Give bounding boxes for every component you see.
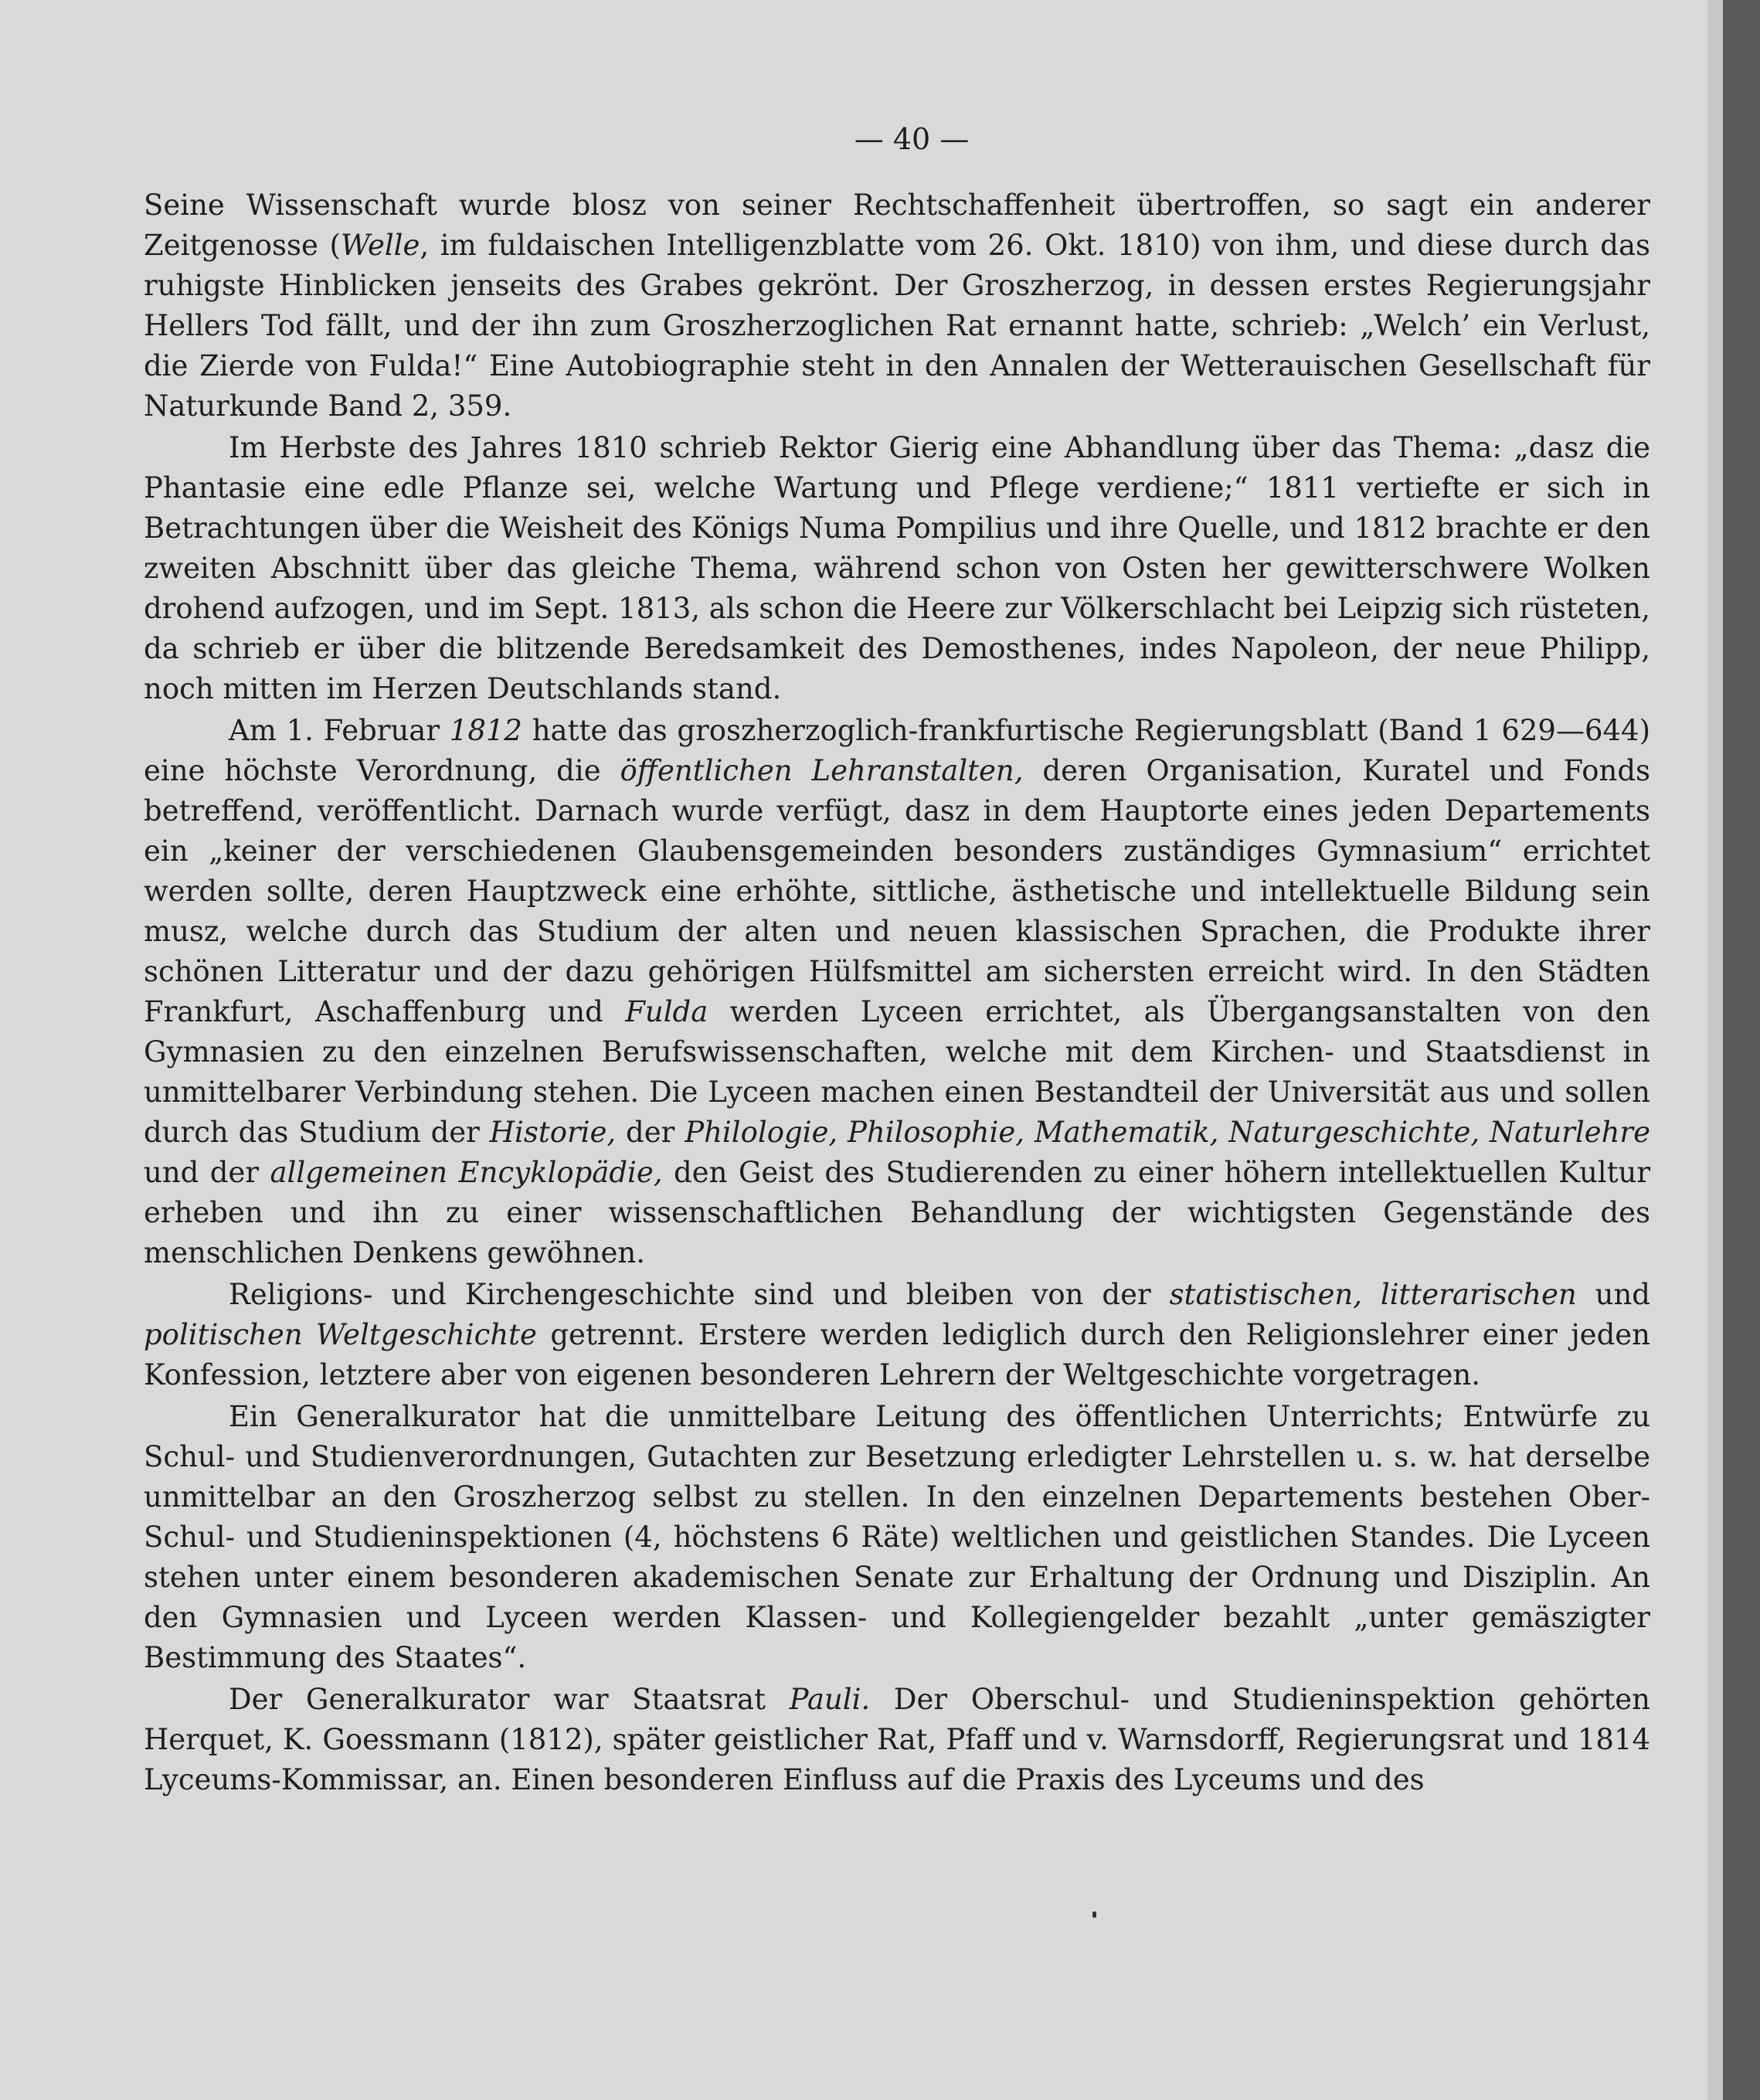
body-text <box>144 185 1650 1802</box>
italic-segment: Pauli. <box>789 1683 871 1716</box>
italic-segment: allgemeinen Encyklopädie, <box>270 1156 663 1189</box>
page-number: — 40 — <box>854 122 970 156</box>
italic-segment: statistischen, litterarischen <box>1169 1278 1577 1311</box>
text-segment: Der Generalkurator war Staatsrat <box>229 1683 790 1716</box>
text-segment: den Geist des Studierenden zu einer höhern intellektuellen Kultur erheben und ihn zu einer wissenschaftlichen Behandlung der wichtigsten Gegenstände des menschlichen Denkens gewöhnen. <box>144 1156 1651 1269</box>
text-segment: der <box>616 1116 685 1149</box>
text-segment: , im fuldaischen Intelligenzblatte vom 26. Okt. 1810) von ihm, und diese durch das ruhigste Hinblicken jenseits des Grabes gekrönt. Der Groszherzog, in dessen erstes Regierungsjahr Hellers Tod fällt, und der ihn zum Groszherzoglichen Rat ernannt hatte, schrieb: „Welch’ ein Verlust, die Zierde von Fulda!“ Eine Autobiographie steht in den Annalen der Wetterauischen Gesellschaft für Naturkunde Band 2, 359. <box>144 229 1651 423</box>
italic-segment: Philologie, Philosophie, Mathematik, Naturgeschichte, Naturlehre <box>685 1116 1650 1149</box>
text-segment: Im Herbste des Jahres 1810 schrieb Rektor Gierig eine Abhandlung über das Thema: „dasz die Phantasie eine edle Pflanze sei, welche Wartung und Pflege verdiene;“ 1811 vertiefte er sich in Betrachtungen über die Weisheit des Königs Numa Pompilius und ihre Quelle, und 1812 brachte er den zweiten Abschnitt über das gleiche Thema, während schon von Osten her gewitterschwere Wolken drohend aufzogen, und im Sept. 1813, als schon die Heere zur Völkerschlacht bei Leipzig sich rüsteten, da schrieb er über die blitzende Beredsamkeit des Demosthenes, indes Napoleon, der neue Philipp, noch mitten im Herzen Deutschlands stand. <box>144 431 1650 705</box>
text-segment: werden Lyceen errichtet, als Übergangsanstalten von den Gymnasien zu den einzelnen Berufswissenschaften, welche mit dem Kirchen- und Staatsdienst in unmittelbarer Verbindung stehen. Die Lyceen machen einen Bestandteil der Universität aus und sollen durch das Studium der <box>144 995 1650 1149</box>
text-segment: Ein Generalkurator hat die unmittelbare Leitung des öffentlichen Unterrichts; Entwürfe zu Schul- und Studienverordnungen, Gutachten zur Besetzung erledigter Lehrstellen u. s. w. hat derselbe unmittelbar an den Groszherzog selbst zu stellen. In den einzelnen Departements bestehen Ober-Schul- und Studieninspektionen (4, höchstens 6 Räte) weltlichen und geistlichen Standes. Die Lyceen stehen unter einem besonderen akademischen Senate zur Erhaltung der Ordnung und Disziplin. An den Gymnasien und Lyceen werden Klassen- und Kollegiengelder bezahlt „unter gemäszigter Bestimmung des Staates“. <box>144 1400 1650 1674</box>
paragraph <box>144 185 1650 426</box>
text-segment: getrennt. Erstere werden lediglich durch den Religionslehrer einer jeden Konfession, letztere aber von eigenen besonderen Lehrern der Weltgeschichte vorgetragen. <box>144 1318 1650 1392</box>
italic-segment: Fulda <box>625 995 708 1028</box>
binding-gutter <box>1723 0 1760 2100</box>
text-segment: und <box>1576 1278 1650 1311</box>
paragraph <box>144 1680 1650 1800</box>
text-segment: Religions- und Kirchengeschichte sind und bleiben von der <box>229 1278 1170 1311</box>
text-segment: Am 1. Februar <box>229 714 450 747</box>
paragraph <box>144 1397 1650 1678</box>
paragraph <box>144 711 1650 1273</box>
italic-segment: öffentlichen Lehranstalten, <box>620 754 1024 787</box>
text-segment: Seine Wissenschaft wurde blosz von seiner Rechtschaffenheit übertroffen, so sagt ein anderer Zeitgenosse ( <box>144 189 1650 262</box>
text-segment: hatte das groszherzoglich-frankfurtische Regierungsblatt (Band 1 629—644) eine höchste Verordnung, die <box>144 714 1651 787</box>
page-edge-shadow <box>1707 0 1723 2100</box>
text-segment: deren Organisation, Kuratel und Fonds betreffend, veröffentlicht. Darnach wurde verfügt, dasz in dem Hauptorte eines jeden Departements ein „keiner der verschiedenen Glaubensgemeinden besonders zuständiges Gymnasium“ errichtet werden sollte, deren Hauptzweck eine erhöhte, sittliche, ästhetische und intellektuelle Bildung sein musz, welche durch das Studium der alten und neuen klassischen Sprachen, die Produkte ihrer schönen Litteratur und der dazu gehörigen Hülfsmittel am sichersten erreicht wird. In den Städten Frankfurt, Aschaffenburg und <box>144 754 1650 1028</box>
ink-speck <box>1092 1911 1096 1918</box>
text-segment: Der Oberschul- und Studieninspektion gehörten Herquet, K. Goessmann (1812), später geistlicher Rat, Pfaff und v. Warnsdorff, Regierungsrat und 1814 Lyceums-Kommissar, an. Einen besonderen Einfluss auf die Praxis des Lyceums und des <box>144 1683 1650 1796</box>
italic-segment: 1812 <box>449 714 522 747</box>
italic-segment: politischen Weltgeschichte <box>144 1318 537 1351</box>
italic-segment: Historie, <box>489 1116 617 1149</box>
paragraph <box>144 1275 1650 1395</box>
paragraph <box>144 428 1650 709</box>
italic-segment: Welle <box>340 229 420 262</box>
text-segment: und der <box>144 1156 270 1189</box>
